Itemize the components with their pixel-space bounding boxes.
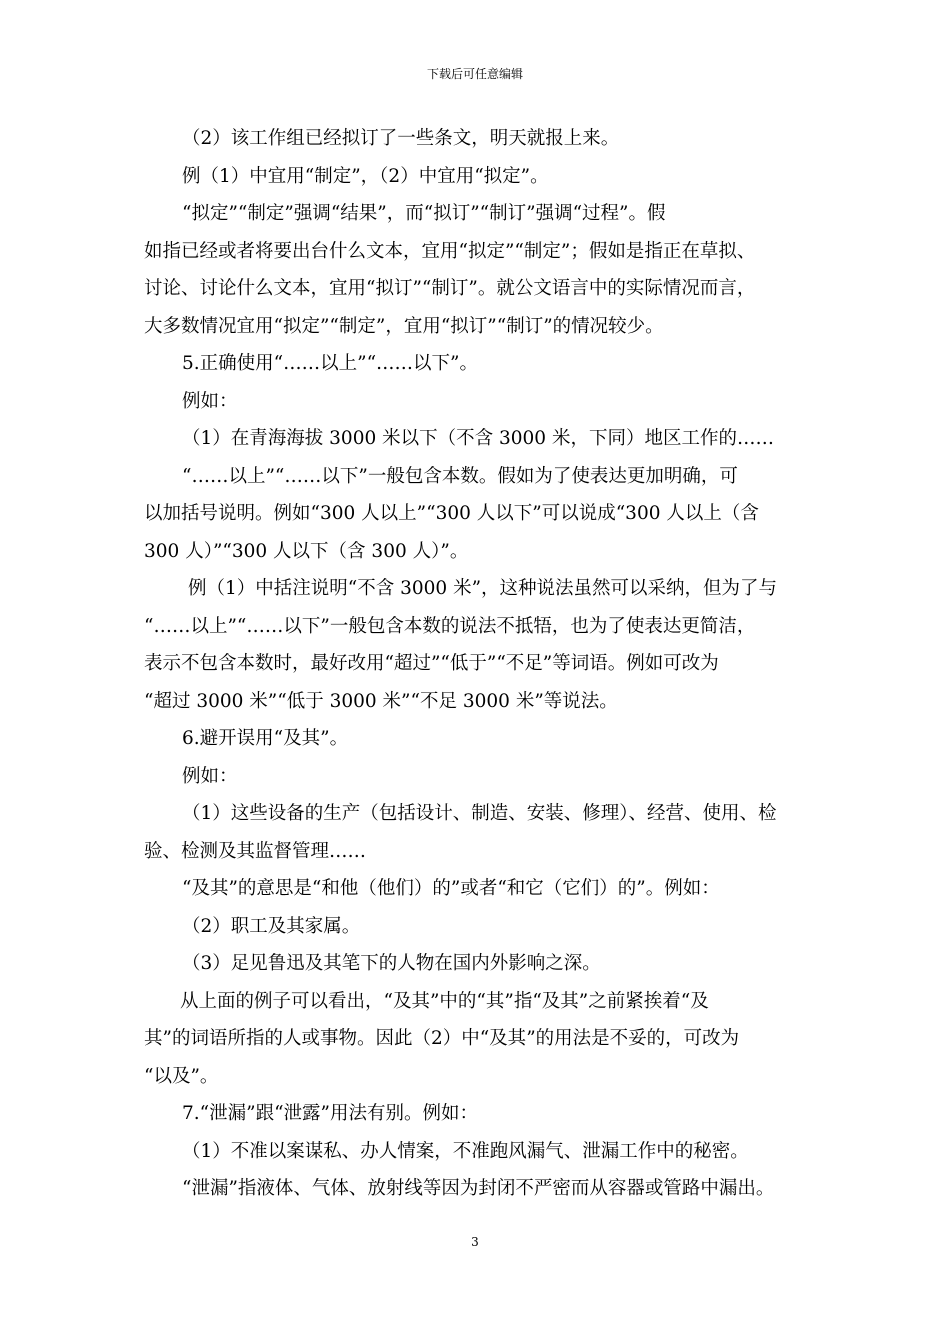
- text-line: 6.避开误用“及其”。: [182, 728, 349, 749]
- text-line: 如指已经或者将要出台什么文本，宜用“拟定”“制定”；假如是指正在草拟、: [144, 240, 756, 262]
- text-line: 讨论、讨论什么文本，宜用“拟订”“制订”。就公文语言中的实际情况而言，: [144, 278, 756, 299]
- page-number: 3: [471, 1235, 479, 1249]
- text-line: 例（1）中宜用“制定”，（2）中宜用“拟定”。: [182, 165, 549, 187]
- text-line: （1）这些设备的生产（包括设计、制造、安装、修理）、经营、使用、检: [182, 803, 777, 824]
- text-line: （1）在青海海拔 3000 米以下（不含 3000 米，下同）地区工作的……: [182, 428, 774, 449]
- text-line: 300 人）”“300 人以下（含 300 人）”。: [144, 540, 469, 562]
- text-line: （2）职工及其家属。: [182, 915, 361, 937]
- document-body: [144, 120, 824, 1208]
- text-line: 验、检测及其监督管理……: [144, 840, 367, 862]
- text-line: 从上面的例子可以看出，“及其”中的“其”指“及其”之前紧挨着“及: [180, 990, 709, 1012]
- text-line: “超过 3000 米”“低于 3000 米”“不足 3000 米”等说法。: [144, 690, 618, 712]
- text-line: （1）不准以案谋私、办人情案，不准跑风漏气、泄漏工作中的秘密。: [182, 1140, 749, 1162]
- text-line: 例（1）中括注说明“不含 3000 米”，这种说法虽然可以采纳，但为了与: [188, 578, 778, 599]
- text-line: 例如：: [182, 390, 238, 412]
- text-line: 例如：: [182, 765, 238, 787]
- text-line: 表示不包含本数时，最好改用“超过”“低于”“不足”等词语。例如可改为: [144, 653, 719, 674]
- text-line: 大多数情况宜用“拟定”“制定”，宜用“拟订”“制订”的情况较少。: [144, 315, 664, 337]
- text-line: 其”的词语所指的人或事物。因此（2）中“及其”的用法是不妥的，可改为: [144, 1028, 740, 1049]
- text-line: “及其”的意思是“和他（他们）的”或者“和它（它们）的”。例如：: [182, 878, 720, 899]
- text-line: 7.“泄漏”跟“泄露”用法有别。例如：: [182, 1103, 478, 1124]
- text-line: “……以上”“……以下”一般包含本数的说法不抵牾，也为了使表达更简洁，: [144, 615, 756, 637]
- text-line: （2）该工作组已经拟订了一些条文，明天就报上来。: [182, 128, 620, 149]
- text-line: “拟定”“制定”强调“结果”，而“拟订”“制订”强调“过程”。假: [182, 203, 666, 224]
- text-line: 5.正确使用“……以上”“……以下”。: [182, 353, 478, 374]
- page-header: 下载后可任意编辑: [426, 67, 523, 81]
- text-line: “以及”。: [144, 1065, 219, 1087]
- text-line: 以加括号说明。例如“300 人以上”“300 人以下”可以说成“300 人以上（含: [144, 503, 759, 524]
- text-line: （3）足见鲁迅及其笔下的人物在国内外影响之深。: [182, 953, 601, 974]
- text-line: “……以上”“……以下”一般包含本数。假如为了使表达更加明确，可: [182, 465, 738, 487]
- text-line: “泄漏”指液体、气体、放射线等因为封闭不严密而从容器或管路中漏出。: [182, 1178, 775, 1199]
